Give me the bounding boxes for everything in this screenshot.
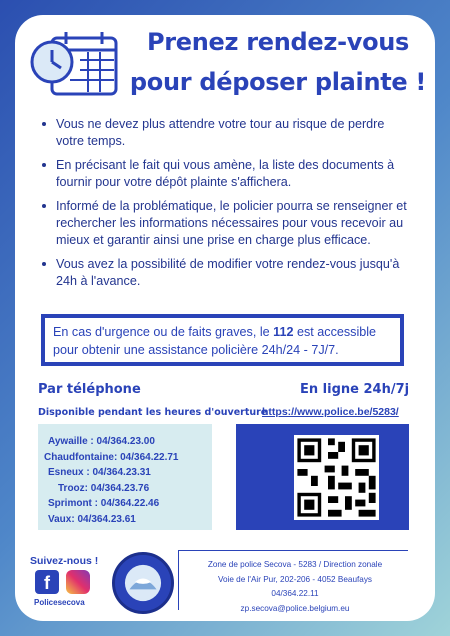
footer-divider-vertical: [178, 550, 179, 610]
list-item: En précisant le fait qui vous amène, la liste des documents à fournir pour votre dépôt plainte s'affichera.: [40, 157, 412, 191]
title-line-2: pour déposer plainte !: [129, 68, 427, 96]
footer-divider: [178, 550, 408, 551]
address: Voie de l'Air Pur, 202-206 - 4052 Beaufays: [217, 574, 373, 584]
police-zone-emblem-icon: [112, 552, 174, 614]
email-address[interactable]: zp.secova@police.belgium.eu: [240, 603, 350, 613]
phone-entry: Vaux: 04/364.23.61: [48, 513, 136, 525]
phone-entry: Aywaille : 04/364.23.00: [48, 436, 155, 447]
instagram-icon[interactable]: [66, 570, 90, 594]
online-heading: En ligne 24h/7j: [300, 382, 410, 397]
emergency-text-after: est accessible pour obtenir une assistance policière 24h/24 - 7J/7.: [53, 325, 377, 357]
phone-entry: Trooz: 04/364.23.76: [58, 482, 150, 494]
phone-entry: Sprimont : 04/364.22.46: [48, 498, 160, 509]
phone-number: 04/364.22.11: [271, 589, 319, 598]
calendar-clock-icon: [30, 28, 122, 98]
phone-list: [38, 424, 212, 530]
emergency-notice: [41, 314, 404, 366]
facebook-icon[interactable]: f: [35, 570, 59, 594]
page-title: [128, 22, 428, 102]
qr-code-icon[interactable]: [294, 435, 379, 520]
social-handle: Policesecova: [34, 598, 85, 607]
emergency-text-before: En cas d'urgence ou de faits graves, le: [53, 325, 274, 339]
phone-heading: Par téléphone: [38, 382, 141, 397]
appointment-link[interactable]: https://www.police.be/5283/: [262, 406, 399, 418]
zone-name: Zone de police Secova - 5283 / Direction zonale: [207, 560, 383, 569]
list-item: Vous avez la possibilité de modifier votre rendez-vous jusqu'à 24h à l'avance.: [40, 256, 412, 290]
follow-us-label: Suivez-nous !: [30, 555, 99, 567]
list-item: Vous ne devez plus attendre votre tour au risque de perdre votre temps.: [40, 116, 412, 150]
contact-block: [182, 558, 408, 616]
title-line-1: Prenez rendez-vous: [146, 28, 410, 56]
phone-entry: Esneux : 04/364.23.31: [48, 467, 151, 478]
qr-panel: [236, 424, 409, 530]
list-item: Informé de la problématique, le policier pourra se renseigner et rechercher les informations nécessaires pour vous recevoir au mieux et garantir ainsi une prise en charge plus efficace.: [40, 198, 412, 249]
emergency-number: 112: [273, 325, 294, 339]
phone-hours-note: Disponible pendant les heures d'ouverture: [38, 407, 268, 418]
phone-entry: Chaudfontaine: 04/364.22.71: [44, 451, 179, 463]
benefits-list: [40, 116, 412, 297]
